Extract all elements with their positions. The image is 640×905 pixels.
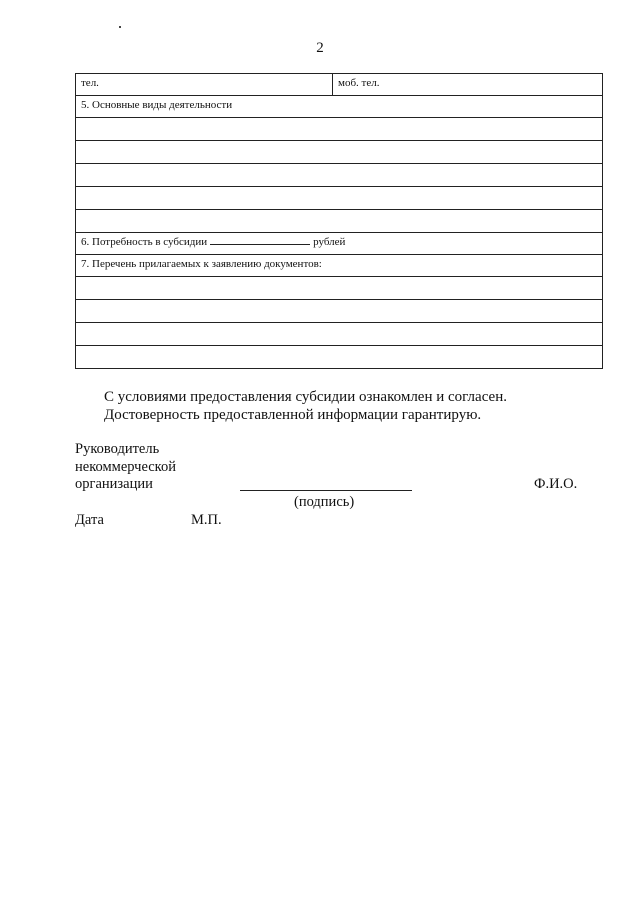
scan-speck (119, 26, 121, 28)
activities-line-4[interactable] (76, 187, 603, 210)
documents-label: 7. Перечень прилагаемых к заявлению документов: (81, 258, 322, 270)
phone-label: тел. (81, 77, 99, 89)
phone-row (76, 74, 603, 96)
documents-line-1[interactable] (76, 277, 603, 300)
fio-label: Ф.И.О. (534, 476, 578, 492)
stamp-label: М.П. (191, 512, 222, 528)
activities-line-5[interactable] (76, 210, 603, 233)
subsidy-unit: рублей (313, 236, 346, 248)
activities-header (76, 96, 603, 118)
subsidy-label: 6. Потребность в субсидии (81, 236, 208, 248)
subsidy-row (76, 233, 603, 255)
head-title-line-3: организации (75, 476, 153, 492)
guarantee-statement: Достоверность предоставленной информации гарантирую. (104, 407, 482, 423)
subsidy-amount-field[interactable] (210, 233, 310, 245)
signature-line[interactable] (240, 490, 412, 491)
head-title-line-2: некоммерческой (75, 459, 176, 475)
documents-line-3[interactable] (76, 323, 603, 346)
documents-line-4[interactable] (76, 346, 603, 369)
consent-statement: С условиями предоставления субсидии ознакомлен и согласен. (104, 389, 507, 405)
date-label: Дата (75, 512, 104, 528)
mobile-phone-field[interactable] (333, 74, 603, 96)
activities-line-1[interactable] (76, 118, 603, 141)
documents-header (76, 255, 603, 277)
mobile-phone-label: моб. тел. (338, 77, 380, 89)
activities-line-2[interactable] (76, 141, 603, 164)
phone-field[interactable] (76, 74, 333, 96)
documents-line-2[interactable] (76, 300, 603, 323)
activities-line-3[interactable] (76, 164, 603, 187)
activities-label: 5. Основные виды деятельности (81, 99, 233, 111)
application-form-table (75, 73, 603, 369)
page-number: 2 (316, 40, 324, 56)
signature-caption: (подпись) (294, 494, 355, 510)
head-title-line-1: Руководитель (75, 441, 160, 457)
